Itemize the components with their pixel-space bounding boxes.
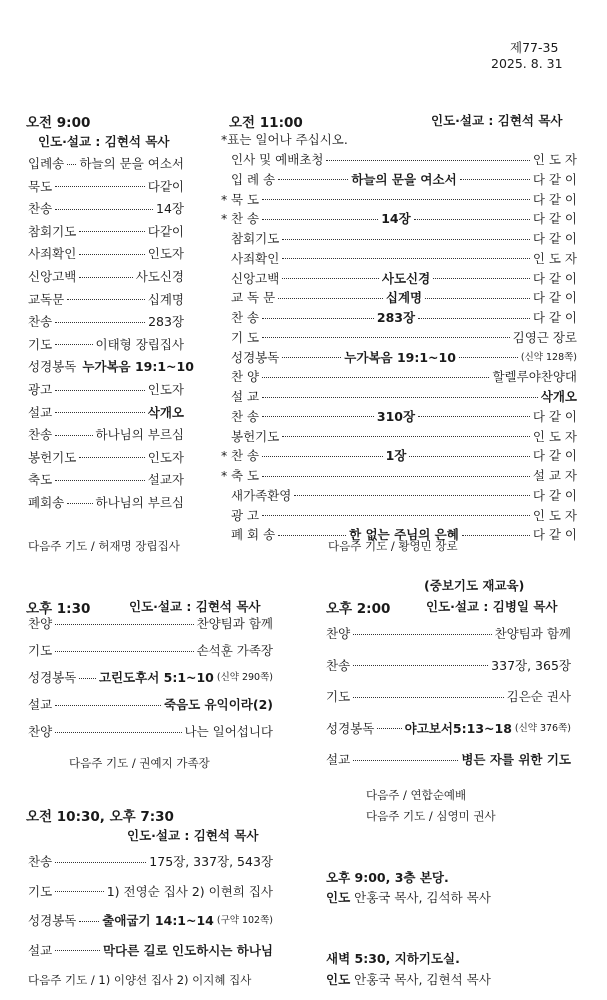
dot-leader: [353, 665, 488, 666]
order-value: 나는 일어섭니다: [184, 724, 273, 739]
dot-leader: [462, 535, 530, 536]
order-row: [231, 309, 577, 327]
dot-leader: [418, 416, 530, 417]
dot-leader: [278, 179, 348, 180]
service-leader: 인도·설교 : 김현석 목사: [38, 134, 170, 149]
order-label: 찬 송: [231, 408, 260, 424]
dot-leader: [262, 219, 378, 220]
order-label: 광고: [28, 382, 53, 397]
dot-leader: [282, 436, 530, 437]
service-leader: 인도·설교 : 김병일 목사: [426, 599, 558, 614]
order-middle: 십계명: [385, 290, 423, 306]
order-value: 김영근 장로: [512, 329, 577, 345]
order-value: 삭개오: [147, 404, 184, 420]
order-label: 사죄확인: [231, 250, 280, 266]
standing-mark: *: [221, 191, 228, 207]
order-row: [231, 428, 577, 446]
order-label: 설교: [28, 404, 53, 420]
order-value: 14장: [156, 201, 184, 217]
order-label: 찬송: [28, 854, 53, 869]
order-value: 손석훈 가족장: [196, 643, 273, 658]
order-row: [28, 381, 184, 399]
order-middle: 하늘의 문을 여소서: [351, 171, 457, 187]
dot-leader: [282, 258, 530, 259]
order-value: 다 같 이: [532, 191, 577, 207]
order-value: 할렐루야찬양대: [492, 369, 577, 385]
order-value: 이태형 장립집사: [95, 336, 184, 352]
order-label: 광 고: [231, 507, 260, 523]
order-label: 찬양: [28, 616, 53, 631]
order-label: 폐 회 송: [231, 527, 276, 543]
order-label: 찬송: [28, 427, 53, 443]
order-label: 기도: [28, 883, 53, 899]
order-row: [231, 408, 577, 426]
bible-reference: (구약 102쪽): [216, 915, 273, 926]
order-row: [28, 615, 273, 633]
order-value: 인 도 자: [532, 250, 577, 266]
order-row: [28, 291, 184, 309]
dot-leader: [262, 337, 510, 338]
next-week-prayer: 다음주 기도 / 허재명 장립집사: [28, 539, 180, 553]
order-value: 인도자: [147, 449, 184, 465]
dot-leader: [67, 299, 145, 300]
service-subtitle: (중보기도 재교육): [424, 578, 525, 593]
order-label: 설 교: [231, 389, 260, 404]
order-row: [221, 210, 578, 228]
dot-leader: [55, 322, 145, 323]
order-value: 283장: [148, 314, 184, 330]
order-label: 축 도: [231, 468, 260, 483]
dot-leader: [377, 728, 401, 729]
dot-leader: [353, 634, 491, 635]
service-title: 오전 10:30, 오후 7:30: [26, 809, 174, 825]
dot-leader: [425, 298, 530, 299]
dot-leader: [262, 318, 374, 319]
order-value: 병든 자를 위한 기도: [461, 752, 571, 767]
bulletin-date: 2025. 8. 31: [491, 56, 563, 71]
order-value: 삭개오: [540, 389, 577, 404]
order-label: 찬 송: [231, 211, 260, 227]
dot-leader: [353, 760, 458, 761]
order-row: [231, 349, 577, 367]
order-label: 성경봉독: [28, 670, 77, 685]
order-row: [28, 942, 273, 960]
order-row: [326, 688, 571, 706]
dot-leader: [433, 278, 530, 279]
order-label: 찬 양: [231, 369, 260, 385]
order-value: 십계명: [147, 291, 184, 307]
dot-leader: [55, 209, 153, 210]
order-row: [231, 507, 577, 525]
dot-leader: [278, 535, 346, 536]
order-value: 사도신경: [135, 269, 184, 284]
dot-leader: [79, 678, 96, 679]
order-label: 설교: [326, 752, 351, 767]
dot-leader: [79, 254, 144, 255]
order-label: 설교: [28, 942, 53, 958]
service-leader: 인도·설교 : 김현석 목사: [127, 828, 259, 843]
issue-number: 제77-35: [510, 40, 559, 55]
order-row: [28, 336, 184, 354]
order-row: [28, 912, 273, 930]
order-row: [28, 404, 184, 422]
order-middle: 한 없는 주님의 은혜: [349, 527, 459, 543]
leader-label: 인도: [326, 972, 351, 987]
order-value: 다 같 이: [532, 448, 577, 464]
order-value: 막다른 길로 인도하시는 하나님: [102, 942, 273, 958]
next-week-prayer: 다음주 기도 / 황영민 장로: [328, 539, 458, 553]
order-row: [231, 289, 577, 307]
order-value: 다 같 이: [532, 487, 577, 503]
order-label: 사죄확인: [28, 246, 77, 262]
order-value: 김은순 권사: [506, 689, 571, 704]
order-value: (신약 128쪽): [520, 351, 578, 363]
service-leaders: [326, 888, 491, 906]
order-row: [326, 657, 571, 675]
order-label: 교 독 문: [231, 290, 276, 306]
service-title: 오후 2:00: [326, 601, 391, 617]
dot-leader: [262, 397, 538, 398]
order-label: 신앙고백: [28, 269, 77, 284]
order-row: [28, 178, 184, 196]
dot-leader: [55, 950, 100, 951]
order-label: 성경봉독: [231, 349, 280, 365]
dot-leader: [55, 480, 145, 481]
dot-leader: [262, 456, 382, 457]
next-week: 다음주 / 연합순예배: [366, 788, 467, 802]
service-title: 오후 9:00, 3층 본당.: [326, 870, 449, 885]
order-label: 찬송: [28, 201, 53, 217]
order-label: 성경봉독: [28, 359, 77, 375]
order-value: 337장, 365장: [491, 657, 571, 673]
order-row: [28, 268, 184, 286]
order-row: [326, 625, 571, 643]
order-row: [28, 883, 273, 901]
order-label: 참회기도: [231, 231, 280, 246]
dot-leader: [326, 160, 529, 161]
order-value: 야고보서5:13~18: [404, 720, 512, 736]
dot-leader: [282, 239, 530, 240]
standing-note: *표는 일어나 주십시오.: [221, 132, 348, 147]
dot-leader: [278, 298, 383, 299]
order-value: 다 같 이: [532, 171, 577, 187]
dot-leader: [282, 278, 379, 279]
order-label: 기 도: [231, 329, 260, 345]
order-value: 다같이: [147, 178, 184, 194]
dot-leader: [262, 199, 530, 200]
order-value: 다 같 이: [532, 211, 578, 227]
dot-leader: [414, 219, 530, 220]
dot-leader: [262, 416, 374, 417]
order-row: [28, 471, 184, 489]
order-label: 인사 및 예배초청: [231, 152, 324, 167]
order-value: 175장, 337장, 543장: [149, 854, 273, 869]
order-row: [28, 449, 184, 467]
order-row: [221, 191, 577, 209]
order-value: 하나님의 부르심: [95, 427, 184, 443]
dot-leader: [79, 457, 144, 458]
order-label: 봉헌기도: [28, 449, 77, 465]
order-label: 찬송: [326, 657, 351, 673]
order-row: [28, 245, 184, 263]
order-label: 설교: [28, 697, 53, 712]
order-value: 다같이: [147, 223, 184, 239]
order-row: [326, 751, 571, 769]
dot-leader: [55, 344, 92, 345]
order-label: 묵도: [28, 178, 53, 194]
order-label: 성경봉독: [28, 913, 77, 928]
dot-leader: [409, 456, 529, 457]
order-label: 찬송: [28, 314, 53, 330]
dot-leader: [459, 357, 518, 358]
next-week-prayer: 다음주 기도 / 권예지 가족장: [69, 756, 210, 770]
dot-leader: [79, 231, 144, 232]
order-row: [231, 487, 577, 505]
standing-mark: *: [221, 448, 228, 464]
order-value: 찬양팀과 함께: [494, 626, 571, 641]
dot-leader: [460, 179, 530, 180]
order-middle: 누가복음 19:1~10: [344, 349, 456, 365]
order-value: 인도자: [147, 382, 184, 397]
order-row: [231, 368, 577, 386]
order-row: [28, 642, 273, 660]
order-value: 죽음도 유익이라(2): [163, 697, 273, 712]
leader-names: 안홍국 목사, 김석하 목사: [354, 890, 491, 905]
order-value: 누가복음 19:1~10: [82, 359, 194, 375]
order-row: [28, 200, 184, 218]
dot-leader: [294, 495, 529, 496]
next-week-prayer: 다음주 기도 / 심영미 권사: [366, 809, 496, 823]
order-row: [28, 426, 184, 444]
service-title: 새벽 5:30, 지하기도실.: [326, 951, 460, 966]
order-row: [231, 329, 577, 347]
service-leader: 인도·설교 : 김현석 목사: [129, 599, 261, 614]
order-value: 다 같 이: [532, 270, 577, 286]
service-leader: 인도·설교 : 김현석 목사: [431, 113, 563, 128]
order-value: 다 같 이: [532, 527, 577, 543]
order-label: 찬양: [28, 724, 53, 739]
standing-mark: *: [221, 468, 228, 483]
order-row: [28, 494, 184, 512]
order-row: [231, 171, 577, 189]
order-value: 인 도 자: [532, 507, 577, 523]
dot-leader: [55, 412, 145, 413]
order-label: 참회기도: [28, 223, 77, 239]
order-label: 기도: [28, 643, 53, 658]
order-label: 기도: [28, 336, 53, 352]
dot-leader: [55, 891, 104, 892]
order-row: [28, 313, 184, 331]
order-value: 찬양팀과 함께: [196, 616, 273, 631]
order-value: 다 같 이: [532, 408, 578, 424]
dot-leader: [55, 435, 92, 436]
order-middle: 310장: [376, 408, 416, 424]
order-row: [221, 467, 577, 485]
dot-leader: [67, 164, 76, 165]
order-value: 하늘의 문을 여소서: [79, 156, 184, 171]
order-value: 설교자: [147, 472, 184, 488]
order-row: [28, 696, 273, 714]
dot-leader: [353, 697, 503, 698]
order-value: 인 도 자: [532, 428, 577, 444]
order-middle: 283장: [376, 310, 416, 325]
dot-leader: [282, 357, 341, 358]
dot-leader: [55, 732, 181, 733]
dot-leader: [418, 318, 530, 319]
order-middle: 사도신경: [381, 270, 431, 286]
order-label: 찬 송: [231, 310, 260, 325]
next-week-prayer: 다음주 기도 / 1) 이양선 집사 2) 이지혜 집사: [28, 973, 252, 987]
bible-reference: (신약 290쪽): [216, 672, 273, 683]
dot-leader: [79, 277, 132, 278]
order-value: 하나님의 부르심: [95, 495, 184, 510]
order-label: 입례송: [28, 156, 65, 171]
bible-reference: (신약 376쪽): [514, 722, 571, 734]
order-value: 인도자: [147, 246, 184, 262]
leader-label: 인도: [326, 890, 351, 905]
order-label: 축도: [28, 472, 53, 488]
order-value: 출애굽기 14:1~14: [102, 913, 214, 928]
order-value: 인 도 자: [532, 152, 577, 167]
leader-names: 안홍국 목사, 김현석 목사: [354, 972, 491, 987]
order-row: [28, 669, 273, 687]
order-row: [28, 223, 184, 241]
order-row: [28, 155, 184, 173]
dot-leader: [262, 515, 530, 516]
order-row: [231, 250, 577, 268]
service-title: 오전 11:00: [229, 115, 303, 131]
order-label: 입 례 송: [231, 171, 276, 187]
service-title: 오후 1:30: [26, 601, 91, 617]
dot-leader: [55, 862, 146, 863]
order-label: 찬양: [326, 626, 351, 641]
order-value: 다 같 이: [532, 231, 577, 246]
order-row: [326, 720, 571, 738]
service-title: 오전 9:00: [26, 115, 91, 131]
order-label: 묵 도: [231, 191, 260, 207]
service-leaders: [326, 970, 491, 988]
order-row: [231, 270, 577, 288]
order-row: [28, 723, 273, 741]
order-value: 다 같 이: [532, 310, 578, 325]
order-middle: 14장: [381, 211, 411, 227]
order-label: 찬 송: [231, 448, 260, 464]
order-label: 기도: [326, 689, 351, 704]
dot-leader: [67, 503, 92, 504]
order-value: 고린도후서 5:1~10: [98, 670, 214, 685]
order-label: 봉헌기도: [231, 428, 280, 444]
order-middle: 1장: [385, 448, 407, 464]
order-row: [231, 230, 577, 248]
order-label: 새가족환영: [231, 487, 292, 503]
dot-leader: [79, 921, 99, 922]
order-label: 교독문: [28, 291, 65, 307]
order-label: 신앙고백: [231, 270, 280, 286]
order-row: [28, 358, 194, 376]
dot-leader: [55, 624, 193, 625]
dot-leader: [55, 390, 145, 391]
order-row: [221, 447, 577, 465]
dot-leader: [55, 705, 161, 706]
dot-leader: [55, 186, 145, 187]
dot-leader: [262, 377, 489, 378]
standing-mark: *: [221, 211, 228, 227]
order-value: 설 교 자: [532, 468, 577, 483]
order-row: [231, 388, 577, 406]
order-value: 다 같 이: [532, 290, 578, 306]
order-value: 1) 전영순 집사 2) 이현희 집사: [106, 883, 273, 899]
order-row: [231, 151, 577, 169]
order-label: 성경봉독: [326, 720, 375, 736]
order-row: [28, 853, 273, 871]
order-label: 폐회송: [28, 495, 65, 510]
dot-leader: [55, 651, 193, 652]
dot-leader: [262, 476, 530, 477]
